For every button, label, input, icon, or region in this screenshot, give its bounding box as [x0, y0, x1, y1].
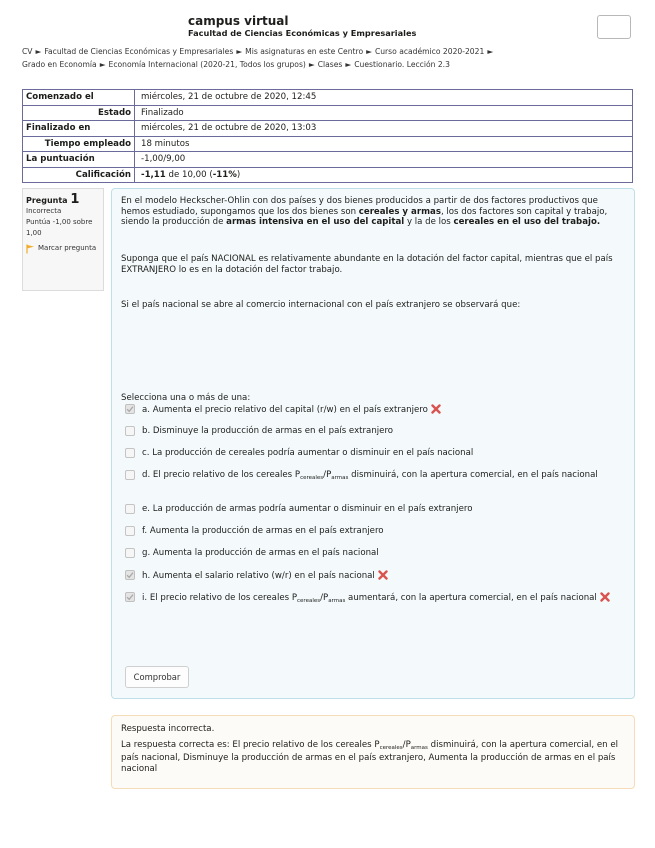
grade-percent: -11% — [212, 169, 237, 180]
answer-label: c. La producción de cereales podría aumentar o disminuir en el país nacional — [142, 447, 474, 458]
breadcrumb-link-asignaturas[interactable]: Mis asignaturas en este Centro — [245, 47, 364, 56]
check-button[interactable]: Comprobar — [125, 666, 189, 688]
question-score: Puntúa -1,00 sobre 1,00 — [26, 218, 93, 237]
breadcrumb-link-curso[interactable]: Curso académico 2020-2021 — [374, 47, 485, 56]
grade-suffix: de 10,00 ( — [168, 169, 213, 180]
answer-label: d. El precio relativo de los cereales $P_{cereales}/P_{armas}$ disminuirá, con la apertura comercial, en el país nacional — [142, 469, 598, 481]
user-menu-button[interactable] — [597, 15, 631, 39]
checkbox-d[interactable] — [125, 470, 135, 480]
summary-value: -1,00/9,00 — [135, 152, 633, 168]
flag-icon — [26, 244, 35, 254]
check-icon — [126, 405, 134, 413]
summary-value: miércoles, 21 de octubre de 2020, 12:45 — [135, 90, 633, 106]
breadcrumb-separator-icon: ► — [366, 47, 372, 56]
answer-option-e — [121, 504, 625, 526]
answer-option-g — [121, 548, 625, 570]
feedback-panel — [111, 715, 635, 789]
feedback-result: Respuesta incorrecta. — [121, 724, 215, 734]
summary-label: La puntuación — [23, 152, 135, 168]
checkbox-f[interactable] — [125, 526, 135, 536]
summary-row-time — [23, 136, 633, 152]
site-header — [188, 14, 416, 38]
breadcrumb-separator-icon: ► — [35, 47, 42, 56]
flag-question-button[interactable] — [26, 243, 100, 254]
answer-label: i. El precio relativo de los cereales $P_{cereales}/P_{armas}$ aumentará, con la apertura comercial, en el país nacional — [142, 592, 625, 607]
summary-row-finished — [23, 121, 633, 137]
checkbox-c[interactable] — [125, 448, 135, 458]
summary-label: Finalizado en — [23, 121, 135, 137]
breadcrumb — [22, 45, 622, 71]
answer-label: b. Disminuye la producción de armas en el país extranjero — [142, 425, 394, 436]
site-name[interactable]: campus virtual — [188, 14, 289, 28]
question-text-assumption: Suponga que el país NACIONAL es relativamente abundante en la dotación del factor capital, mientras que el país EXTRANJERO lo es en la dotación del factor trabajo. — [121, 254, 613, 275]
attempt-summary-table — [22, 89, 633, 183]
summary-value: Finalizado — [135, 105, 633, 121]
answer-label: g. Aumenta la producción de armas en el país nacional — [142, 547, 379, 558]
answer-label: f. Aumenta la producción de armas en el país extranjero — [142, 525, 384, 536]
breadcrumb-separator-icon: ► — [345, 60, 352, 69]
question-state: Incorrecta — [26, 207, 62, 215]
incorrect-icon — [431, 404, 441, 414]
checkbox-h[interactable] — [125, 570, 135, 580]
breadcrumb-link-clases[interactable]: Clases — [317, 60, 343, 69]
breadcrumb-separator-icon: ► — [308, 60, 315, 69]
summary-row-marks — [23, 152, 633, 168]
breadcrumb-separator-icon: ► — [236, 47, 243, 56]
answer-label: h. Aumenta el salario relativo (w/r) en el país nacional — [142, 570, 625, 582]
grade-value: -1,11 — [141, 169, 166, 180]
site-subtitle: Facultad de Ciencias Económicas y Empresariales — [188, 28, 417, 38]
checkbox-e[interactable] — [125, 504, 135, 514]
incorrect-icon — [378, 570, 388, 580]
summary-label: Calificación — [23, 167, 135, 183]
summary-label: Tiempo empleado — [23, 136, 135, 152]
check-icon — [126, 593, 134, 601]
question-number: Pregunta 1 — [26, 192, 80, 207]
answer-option-b — [121, 426, 625, 448]
question-panel — [111, 188, 635, 699]
answer-option-d — [121, 470, 625, 504]
breadcrumb-separator-icon: ► — [99, 60, 106, 69]
breadcrumb-link-cv[interactable]: CV — [22, 47, 33, 56]
correct-answer-text: La respuesta correcta es: El precio relativo de los cereales $P_{cereales}/P_{armas}$ disminuirá, con la apertura comercial, en el país nacional, Disminuye la producción de armas en el país extranjero, Aumenta la producción de armas en el país nacional — [121, 739, 619, 774]
answer-label: a. Aumenta el precio relativo del capital (r/w) en el país extranjero — [142, 404, 625, 416]
check-icon — [126, 571, 134, 579]
breadcrumb-separator-icon: ► — [487, 47, 494, 56]
breadcrumb-link-grado[interactable]: Grado en Economía — [22, 60, 97, 69]
checkbox-b[interactable] — [125, 426, 135, 436]
select-prompt: Selecciona una o más de una: — [121, 393, 251, 403]
incorrect-icon — [600, 592, 610, 602]
question-info-panel — [22, 188, 104, 291]
summary-value — [135, 167, 633, 183]
answer-option-a — [121, 404, 625, 426]
question-text-intro: En el modelo Heckscher-Ohlin con dos países y dos bienes producidos a partir de dos factores productivos que hemos estudiado, supongamos que los dos bienes son cereales y armas, los dos factores son capital y trabajo, siendo la producción de armas intensiva en el uso del capital y la de los cereales en el uso del trabajo. — [121, 196, 608, 227]
summary-row-state — [23, 105, 633, 121]
breadcrumb-link-asignatura[interactable]: Economía Internacional (2020-21, Todos los grupos) — [108, 60, 306, 69]
answer-option-h — [121, 570, 625, 592]
summary-value: miércoles, 21 de octubre de 2020, 13:03 — [135, 121, 633, 137]
question-text-prompt: Si el país nacional se abre al comercio internacional con el país extranjero se observará que: — [121, 300, 521, 310]
breadcrumb-link-cuestionario[interactable]: Cuestionario. Lección 2.3 — [354, 60, 450, 69]
checkbox-i[interactable] — [125, 592, 135, 602]
answer-option-f — [121, 526, 625, 548]
checkbox-a[interactable] — [125, 404, 135, 414]
flag-label: Marcar pregunta — [38, 244, 97, 252]
answer-label: e. La producción de armas podría aumentar o disminuir en el país extranjero — [142, 503, 473, 514]
grade-close: ) — [236, 169, 241, 180]
answer-option-c — [121, 448, 625, 470]
summary-row-grade — [23, 167, 633, 183]
checkbox-g[interactable] — [125, 548, 135, 558]
breadcrumb-link-facultad[interactable]: Facultad de Ciencias Económicas y Empresariales — [44, 47, 234, 56]
summary-value: 18 minutos — [135, 136, 633, 152]
answer-option-i — [121, 592, 625, 626]
summary-row-started — [23, 90, 633, 106]
summary-label: Estado — [23, 105, 135, 121]
summary-label: Comenzado el — [23, 90, 135, 106]
